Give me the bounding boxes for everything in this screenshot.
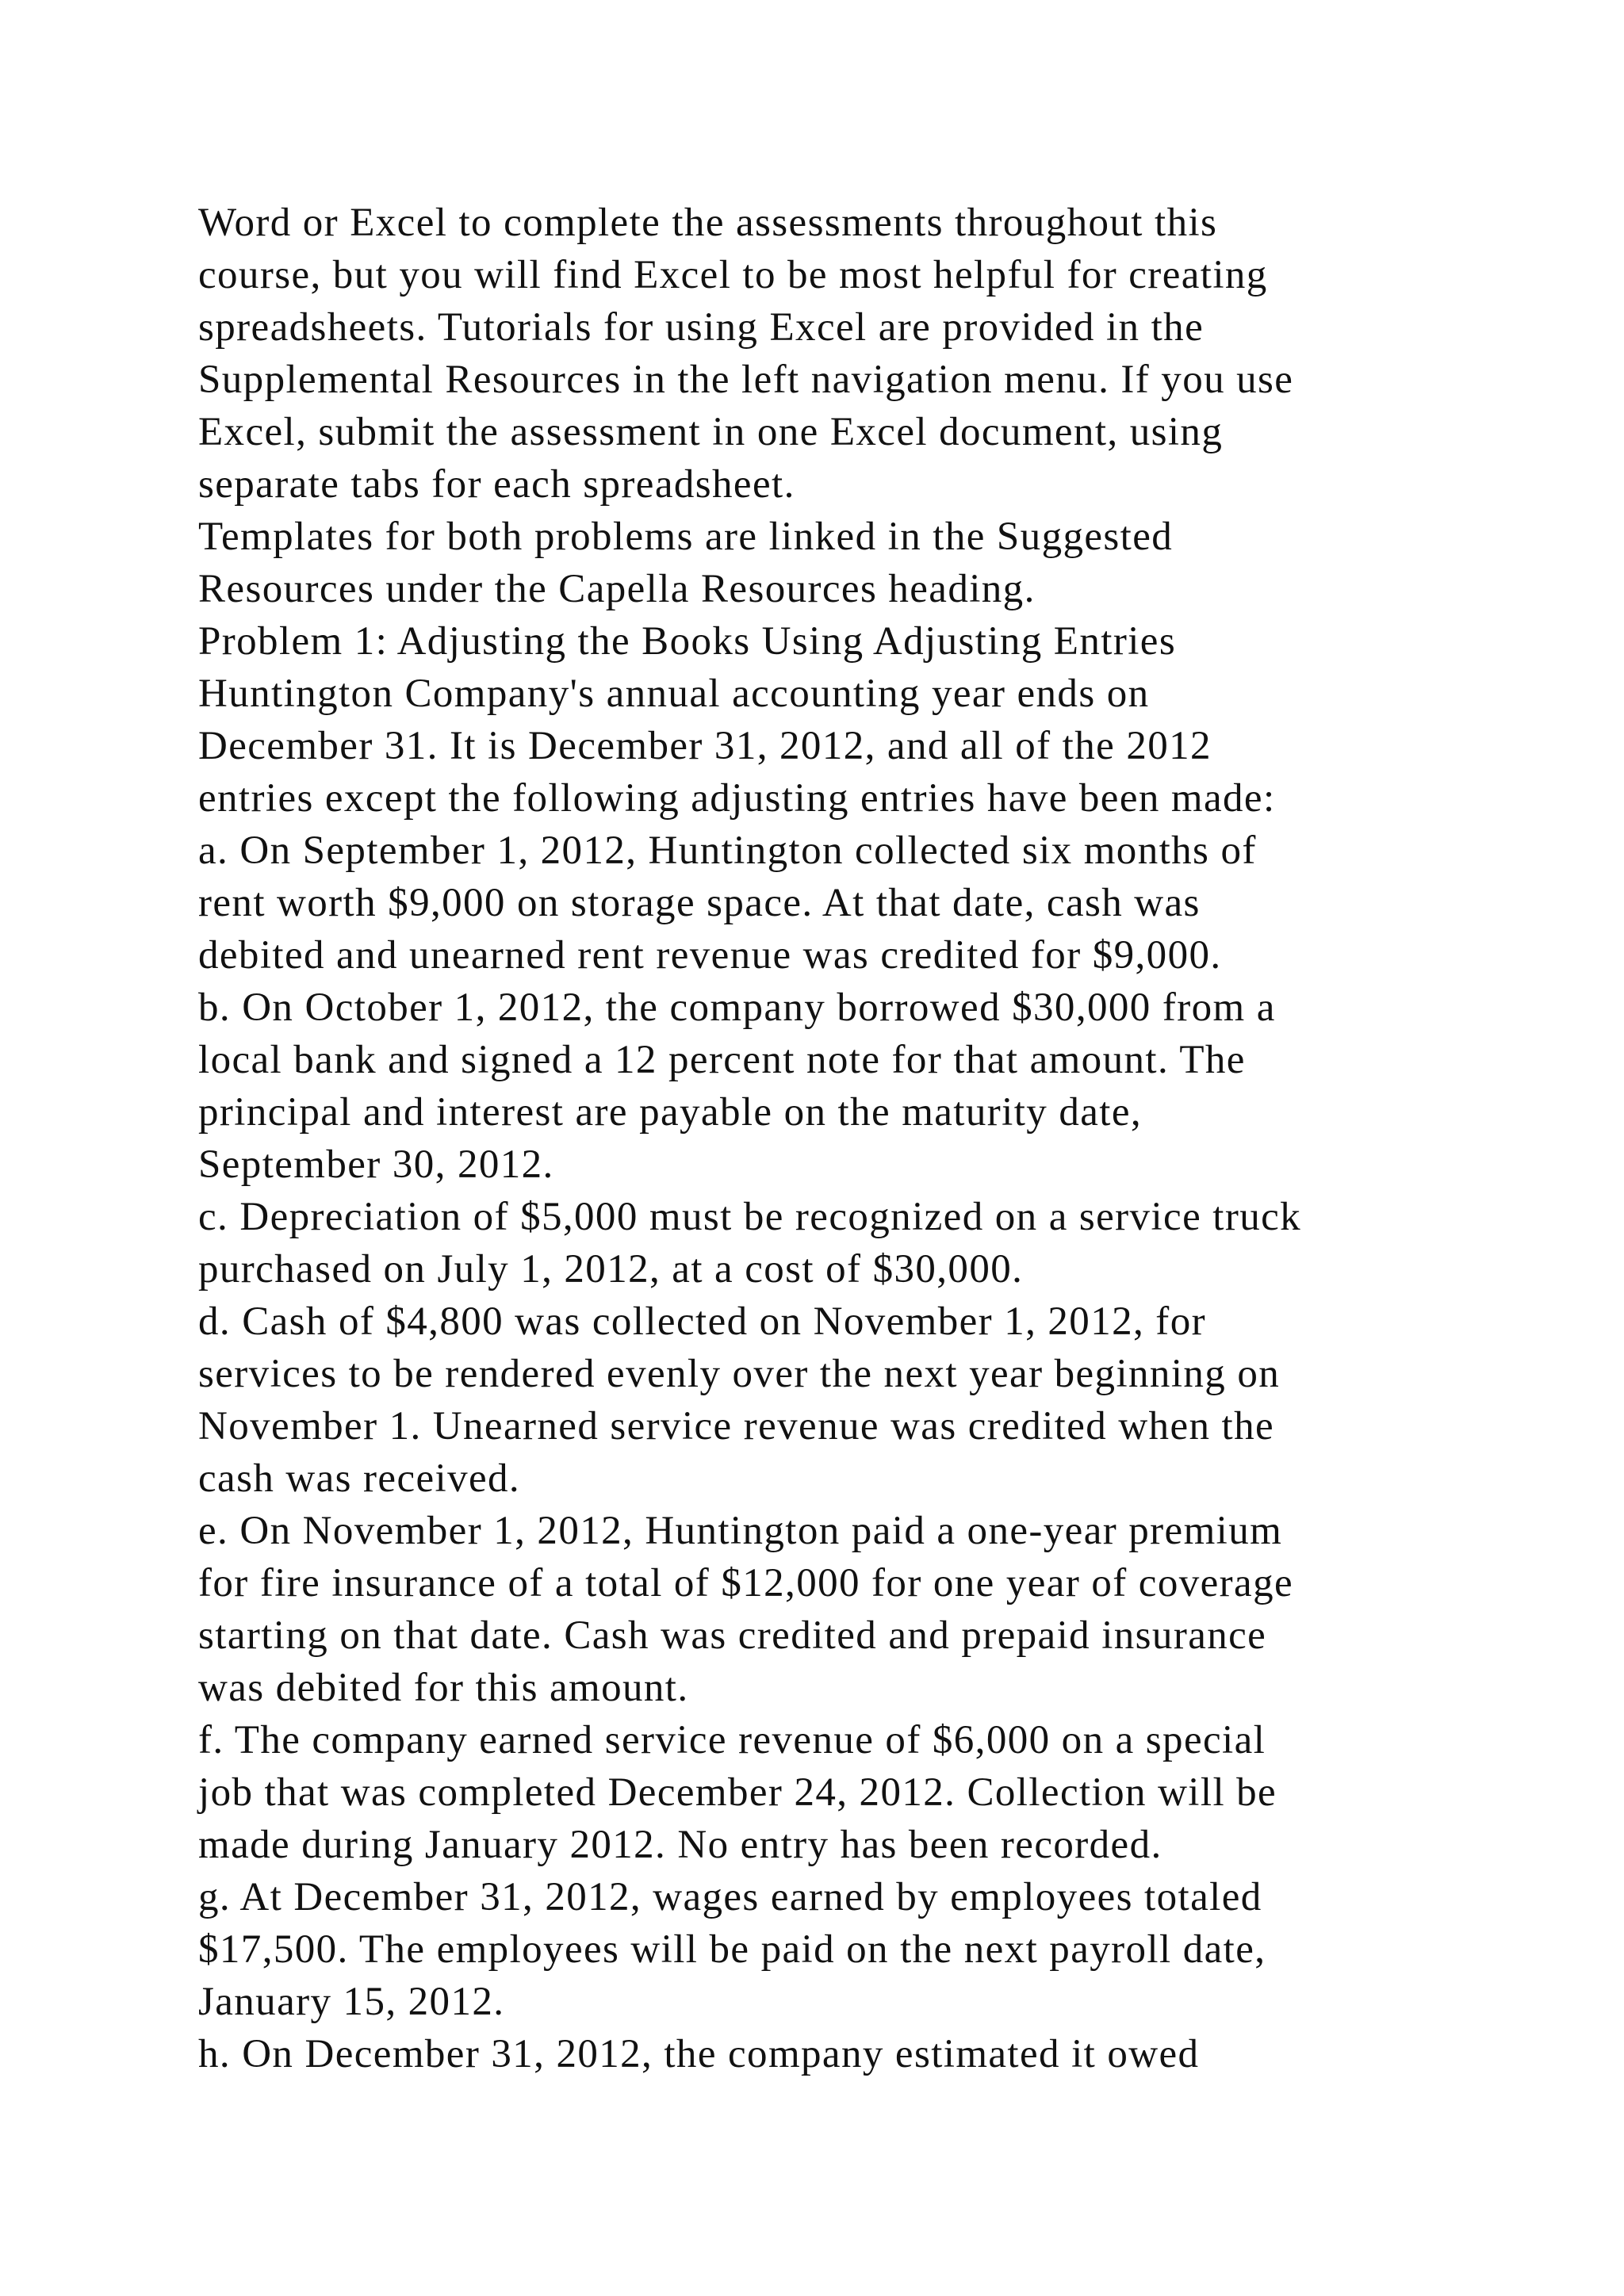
text-line: Huntington Company's annual accounting year ends on <box>198 672 1150 716</box>
text-line: was debited for this amount. <box>198 1666 689 1710</box>
text-line: for fire insurance of a total of $12,000 for one year of coverage <box>198 1561 1294 1605</box>
text-line: entries except the following adjusting entries have been made: <box>198 776 1276 821</box>
list-item-e: e. On November 1, 2012, Huntington paid a one-year premium <box>198 1509 1283 1553</box>
text-line: December 31. It is December 31, 2012, and all of the 2012 <box>198 724 1212 768</box>
list-item-a: a. On September 1, 2012, Huntington collected six months of <box>198 828 1257 873</box>
text-line: November 1. Unearned service revenue was credited when the <box>198 1404 1275 1448</box>
text-line: course, but you will find Excel to be most helpful for creating <box>198 253 1268 297</box>
list-item-d: d. Cash of $4,800 was collected on November 1, 2012, for <box>198 1299 1206 1344</box>
list-item-b: b. On October 1, 2012, the company borrowed $30,000 from a <box>198 985 1276 1030</box>
text-line: Resources under the Capella Resources heading. <box>198 567 1036 611</box>
text-line: debited and unearned rent revenue was credited for $9,000. <box>198 933 1222 978</box>
text-line: Supplemental Resources in the left navigation menu. If you use <box>198 358 1294 402</box>
text-line: January 15, 2012. <box>198 1980 505 2024</box>
list-item-c: c. Depreciation of $5,000 must be recognized on a service truck <box>198 1195 1302 1239</box>
text-line: separate tabs for each spreadsheet. <box>198 462 795 507</box>
list-item-g: g. At December 31, 2012, wages earned by employees totaled <box>198 1875 1262 1919</box>
text-line: spreadsheets. Tutorials for using Excel are provided in the <box>198 305 1205 350</box>
text-line: made during January 2012. No entry has been recorded. <box>198 1823 1162 1867</box>
text-line: September 30, 2012. <box>198 1142 554 1187</box>
text-line: starting on that date. Cash was credited and prepaid insurance <box>198 1613 1267 1658</box>
text-line: local bank and signed a 12 percent note for that amount. The <box>198 1038 1246 1082</box>
list-item-f: f. The company earned service revenue of $6,000 on a special <box>198 1718 1266 1762</box>
text-line: Templates for both problems are linked in the Suggested <box>198 515 1174 559</box>
document-body <box>198 197 1546 2080</box>
text-line: purchased on July 1, 2012, at a cost of $30,000. <box>198 1247 1024 1292</box>
list-item-h: h. On December 31, 2012, the company estimated it owed <box>198 2032 1200 2076</box>
text-line: rent worth $9,000 on storage space. At that date, cash was <box>198 881 1201 925</box>
text-line: job that was completed December 24, 2012. Collection will be <box>198 1770 1277 1815</box>
problem-heading: Problem 1: Adjusting the Books Using Adjusting Entries <box>198 619 1177 664</box>
text-line: principal and interest are payable on the maturity date, <box>198 1090 1143 1135</box>
text-line: $17,500. The employees will be paid on the next payroll date, <box>198 1927 1266 1972</box>
text-line: services to be rendered evenly over the next year beginning on <box>198 1352 1281 1396</box>
text-line: Excel, submit the assessment in one Excel document, using <box>198 410 1224 454</box>
text-line: cash was received. <box>198 1456 521 1501</box>
text-line: Word or Excel to complete the assessments throughout this <box>198 201 1218 245</box>
